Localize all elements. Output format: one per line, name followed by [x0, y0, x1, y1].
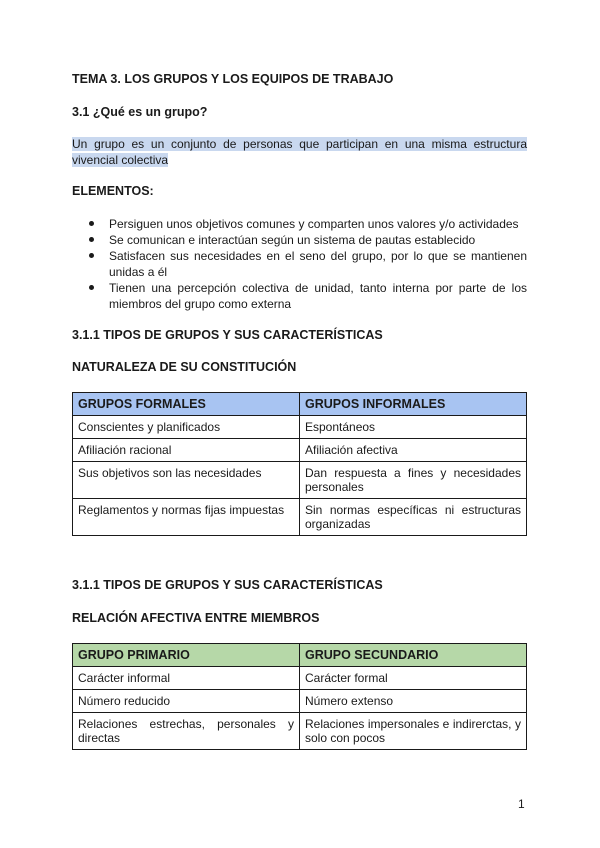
table-cell: Número reducido [73, 690, 300, 713]
table-cell: Afiliación afectiva [300, 439, 527, 462]
table-row [73, 713, 527, 750]
table-row [73, 499, 527, 536]
table-header-row [73, 644, 527, 667]
table-cell: Conscientes y planificados [73, 416, 300, 439]
table-row [73, 462, 527, 499]
table-cell: Espontáneos [300, 416, 527, 439]
table-cell: Afiliación racional [73, 439, 300, 462]
table-cell: Sin normas específicas ni estructuras organizadas [300, 499, 527, 536]
section-heading: 3.1 ¿Qué es un grupo? [72, 105, 208, 119]
list-item: Persiguen unos objetivos comunes y comparten unos valores y/o actividades [72, 216, 527, 232]
table-row [73, 416, 527, 439]
list-item: Tienen una percepción colectiva de unidad, tanto interna por parte de los miembros del grupo como externa [72, 280, 527, 312]
table-header-cell: GRUPO SECUNDARIO [300, 644, 527, 667]
elements-heading: ELEMENTOS: [72, 184, 154, 198]
table-header-cell: GRUPOS FORMALES [73, 393, 300, 416]
table-cell: Carácter formal [300, 667, 527, 690]
elements-list [72, 216, 527, 312]
table-cell: Relaciones impersonales e indirerctas, y solo con pocos [300, 713, 527, 750]
table-header-cell: GRUPOS INFORMALES [300, 393, 527, 416]
list-item: Satisfacen sus necesidades en el seno del grupo, por lo que se mantienen unidas a él [72, 248, 527, 280]
primary-secondary-table [72, 643, 527, 750]
definition-paragraph [72, 136, 527, 168]
table-row [73, 690, 527, 713]
page-number: 1 [518, 797, 525, 811]
table-header-row [73, 393, 527, 416]
table-cell: Sus objetivos son las necesidades [73, 462, 300, 499]
table-row [73, 667, 527, 690]
types-heading-2: 3.1.1 TIPOS DE GRUPOS Y SUS CARACTERÍSTICAS [72, 578, 383, 592]
document-title: TEMA 3. LOS GRUPOS Y LOS EQUIPOS DE TRABAJO [72, 72, 394, 86]
table-cell: Carácter informal [73, 667, 300, 690]
table-header-cell: GRUPO PRIMARIO [73, 644, 300, 667]
types-heading-1: 3.1.1 TIPOS DE GRUPOS Y SUS CARACTERÍSTICAS [72, 328, 383, 342]
table-cell: Relaciones estrechas, personales y directas [73, 713, 300, 750]
table-cell: Dan respuesta a fines y necesidades personales [300, 462, 527, 499]
table-cell: Número extenso [300, 690, 527, 713]
list-item: Se comunican e interactúan según un sistema de pautas establecido [72, 232, 527, 248]
formal-informal-table [72, 392, 527, 536]
relation-heading: RELACIÓN AFECTIVA ENTRE MIEMBROS [72, 611, 320, 625]
table-cell: Reglamentos y normas fijas impuestas [73, 499, 300, 536]
highlighted-definition: Un grupo es un conjunto de personas que participan en una misma estructura vivencial colectiva [72, 137, 527, 167]
table-row [73, 439, 527, 462]
nature-heading: NATURALEZA DE SU CONSTITUCIÓN [72, 360, 297, 374]
